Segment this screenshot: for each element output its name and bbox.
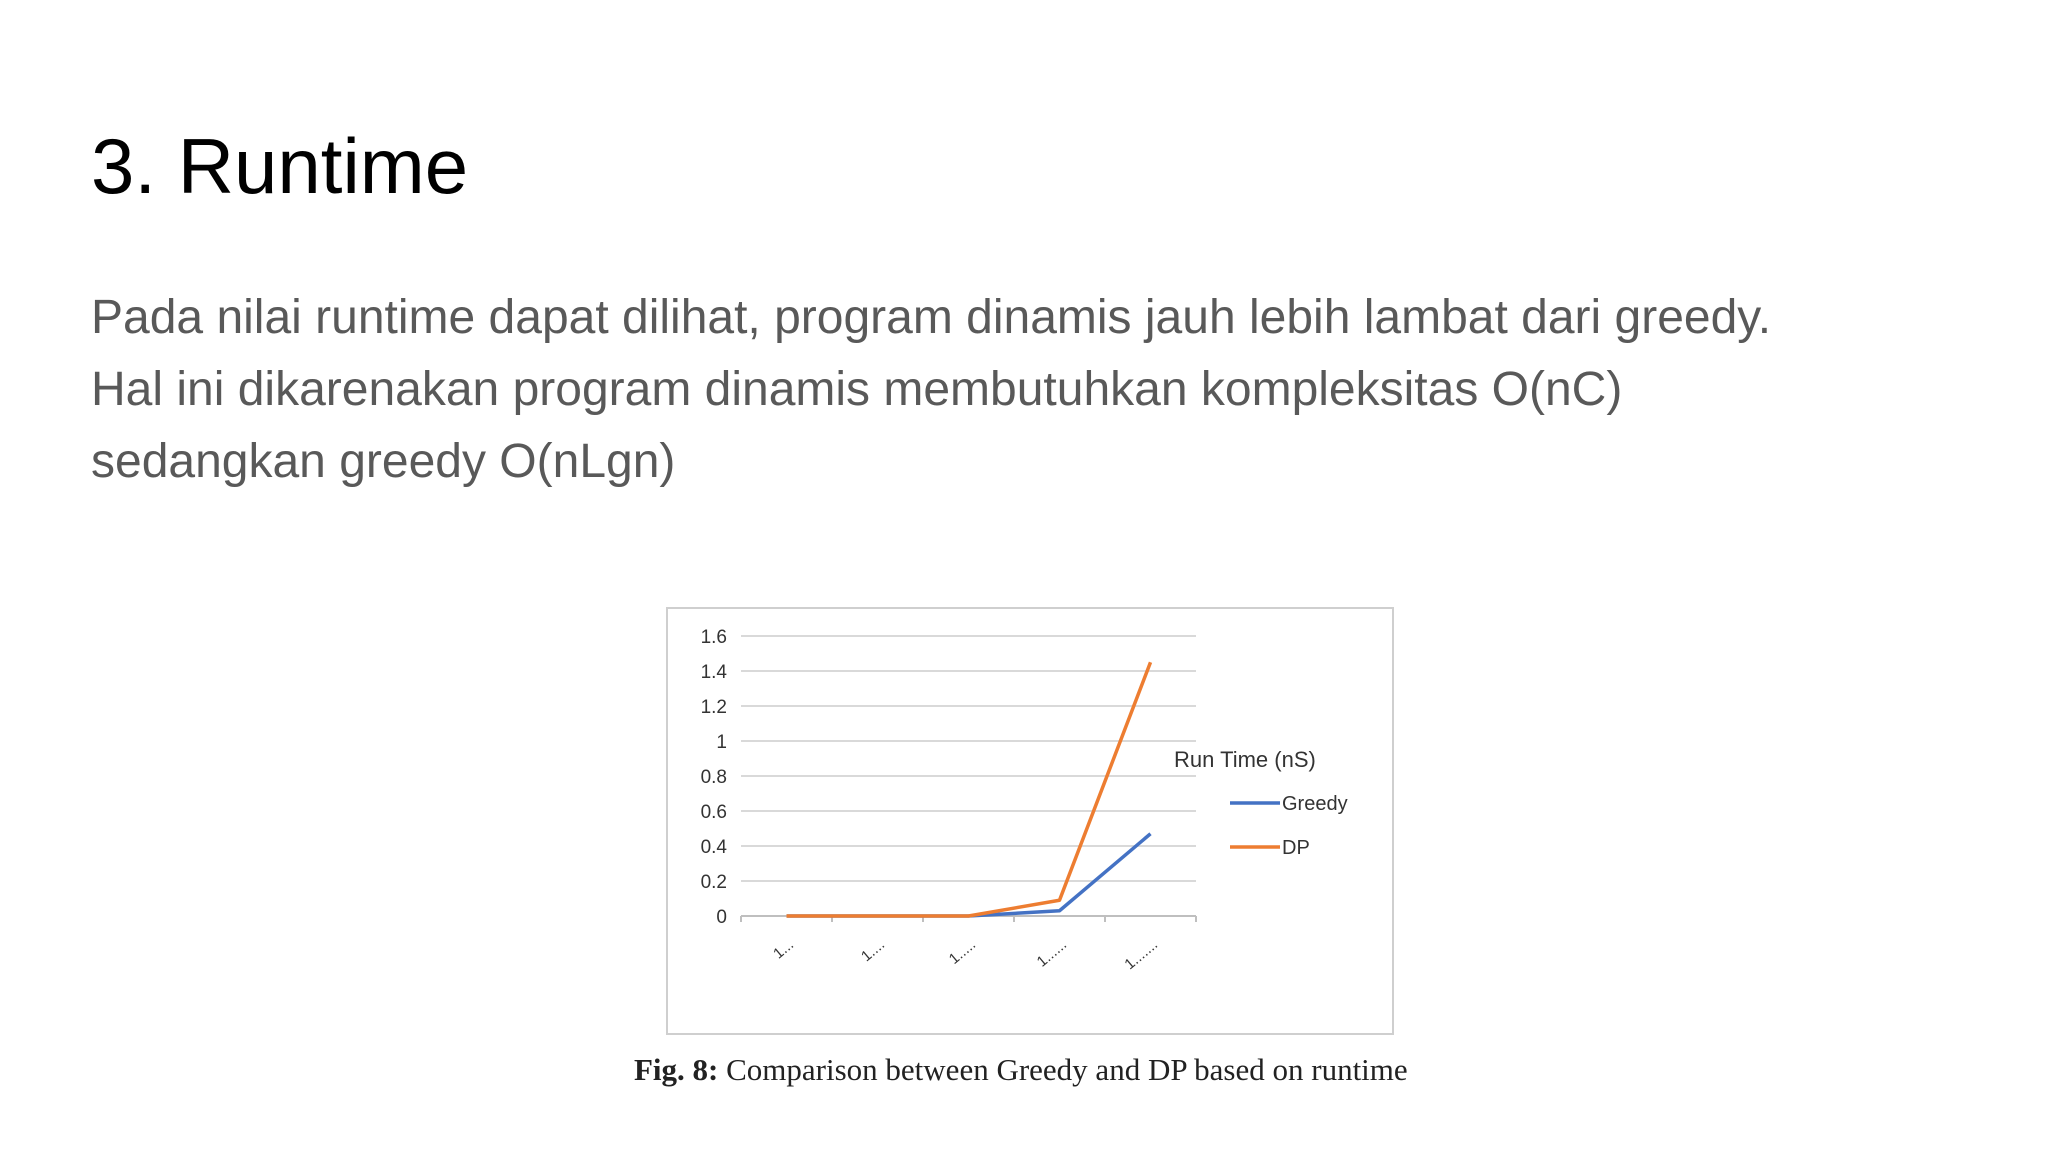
slide-title: 3. Runtime	[91, 122, 469, 210]
y-tick-label: 0.6	[700, 802, 727, 823]
body-line-2: Hal ini dikarenakan program dinamis membutuhkan kompleksitas O(nC)	[91, 363, 1623, 416]
x-tick-label: 1...	[770, 936, 798, 963]
x-tick-label: 1.......	[1121, 936, 1162, 974]
legend-label-greedy: Greedy	[1282, 793, 1348, 815]
y-tick-label: 0.8	[700, 767, 727, 788]
y-tick-label: 0	[716, 907, 727, 928]
legend-label-dp: DP	[1282, 837, 1310, 859]
y-tick-label: 1.6	[700, 627, 727, 648]
x-tick-label: 1.....	[945, 936, 980, 968]
y-tick-label: 0.4	[700, 837, 727, 858]
caption-label: Fig. 8:	[634, 1052, 719, 1087]
y-tick-label: 0.2	[700, 872, 727, 893]
x-tick-label: 1......	[1033, 936, 1071, 971]
legend-title: Run Time (nS)	[1174, 747, 1316, 772]
slide-body	[91, 282, 1971, 498]
y-tick-label: 1.2	[700, 697, 727, 718]
figure-caption	[634, 1052, 1434, 1088]
y-tick-label: 1	[716, 732, 727, 753]
runtime-line-chart	[668, 609, 1392, 1033]
x-tick-label: 1....	[857, 936, 889, 966]
caption-text: Comparison between Greedy and DP based on runtime	[726, 1052, 1408, 1087]
runtime-chart-figure	[666, 607, 1394, 1035]
body-line-1: Pada nilai runtime dapat dilihat, program dinamis jauh lebih lambat dari greedy.	[91, 291, 1772, 344]
body-line-3: sedangkan greedy O(nLgn)	[91, 435, 676, 488]
y-tick-label: 1.4	[700, 662, 727, 683]
